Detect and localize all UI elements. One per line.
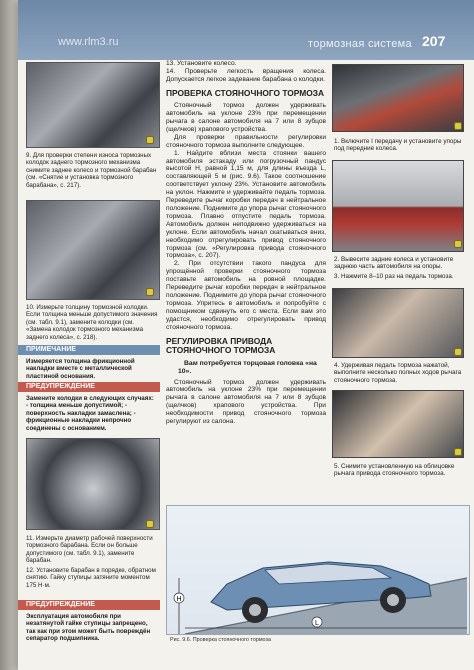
section-title: тормозная система [308, 38, 412, 50]
heading-adjust: РЕГУЛИРОВКА ПРИВОДА СТОЯНОЧНОГО ТОРМОЗА [166, 335, 276, 355]
step-badge-icon [146, 136, 154, 144]
caliper-measure-photo [26, 200, 160, 300]
paragraph: 1. Найдите вблизи места стоянки вашего автомобиля эстакаду или погрузочный пандус высотой H, равной 1,15 м, для длины въезда L, составляющей 5 м (рис. 9.6). Такое соотношение соответствует уклону 23%. Установите автомобиль на уклон. Нажмите и удерживайте педаль тормоза. Переведите рычаг коробки передач в нейтральное положение. Поднимите до упора рычаг стояночного тормоза. Плавно отпустите педаль тормоза. Автомобиль должен неподвижно удерживаться на уклоне. Если автомобиль начал скатываться вниз, необходимо отрегулировать привод стояночного тормоза (см. «Регулировка привода стояночного тормоза», с. 207). [166, 149, 326, 260]
figure-caption: Рис. 9.6. Проверка стояночного тормоза [170, 637, 271, 643]
heading-check: ПРОВЕРКА СТОЯНОЧНОГО ТОРМОЗА [166, 87, 325, 98]
step-4-text: 4. Удерживая педаль тормоза нажатой, выполните несколько полных ходов рычага стояночного тормоза. [334, 362, 462, 384]
paragraph: 13. Установите колесо. [166, 60, 237, 67]
warning-title: ПРЕДУПРЕЖДЕНИЕ [18, 600, 160, 610]
step-3-text: 3. Нажмите 8–10 раз на педаль тормоза. [334, 273, 454, 280]
caption-step-11: 11. Измерьте диаметр рабочей поверхности тормозного барабана. Если он больше допустимого (см. табл. 9.1), замените барабан. [26, 535, 153, 565]
site-url: www.rlm3.ru [58, 36, 119, 48]
slope-figure [166, 505, 470, 635]
middle-column [166, 60, 326, 510]
page-number: 207 [422, 33, 446, 49]
label-l: L [315, 620, 319, 627]
step-badge-icon [454, 348, 462, 356]
step-badge-icon [454, 122, 462, 130]
note-text: Измеряется толщина фрикционной накладки вместе с металлической пластиной основания. [26, 358, 135, 380]
paragraph: 2. При отсутствии такого пандуса для упрощённой проверки стояночного тормоза поставьте автомобиль на ровной площадке. Переведите рычаг коробки передач в нейтральное положение. Поднимите до упора рычаг стояночного тормоза. Упритесь в автомобиль и попробуйте с помощником сдвинуть его с места. Если вам это удастся, необходимо отрегулировать привод стояночного тормоза. [166, 260, 326, 331]
step-badge-icon [146, 288, 154, 296]
step-badge-icon [454, 448, 462, 456]
manual-page [18, 0, 474, 670]
step-badge-icon [146, 520, 154, 528]
wheel-chock-photo [332, 64, 464, 132]
brake-mechanism-photo [26, 62, 160, 148]
left-column [18, 60, 160, 670]
right-column [332, 60, 474, 490]
paragraph: Стояночный тормоз должен удерживать автомобиль на уклоне 23% при перемещении рычага в салоне автомобиля на 7 или 8 зубцов (щелчков) храпового устройства. При необходимости привод стояночного тормоза регулируют из салона. [166, 378, 326, 426]
paragraph: Для проверки правильности регулировки стояночного тормоза выполните следующее. [166, 133, 326, 149]
tools-needed: Вам потребуется торцовая головка «на 10». [178, 359, 317, 375]
note-title: ПРИМЕЧАНИЕ [18, 345, 160, 355]
step-1-text: 1. Включите I передачу и установите упоры под передние колеса. [334, 138, 462, 153]
warning-title: ПРЕДУПРЕЖДЕНИЕ [18, 382, 160, 392]
caption-step-10: 10. Измерьте толщину тормозной колодки. Если толщина меньше допустимого значения (см. табл. 9.1), замените колодки (см. «Замена колодок тормозного механизма заднего колеса», с. 218). [26, 304, 158, 341]
step-5-text: 5. Снимите установленную на облицовке рычага привода стояночного тормоза. [334, 463, 455, 478]
book-spine [0, 0, 18, 670]
paragraph: Стояночный тормоз должен удерживать автомобиль на уклоне 23% при перемещении рычага в салоне автомобиля на 7 или 8 зубцов (щелчков) храпового устройства. [166, 102, 326, 133]
slope-illustration [167, 506, 470, 635]
warning-text: Замените колодки в следующих случаях: - толщина меньше допустимой; - поверхность накладки замаслена; - фрикционные накладки непрочно соединены с основанием. [26, 395, 154, 432]
page-header [18, 0, 474, 60]
brake-drum-photo [26, 438, 160, 530]
warning-text: Эксплуатация автомобиля при незатянутой гайке ступицы запрещено, так как при этом может быть повреждён сепаратор подшипника. [26, 613, 151, 643]
caption-step-9: 9. Для проверки степени износа тормозных колодок заднего тормозного механизма снимите заднее колесо и тормозной барабан (см. «Снятие и установка тормозного барабана», с. 217). [26, 152, 157, 189]
step-2-text: 2. Вывесите задние колеса и установите заднюю часть автомобиля на опоры. [334, 256, 454, 271]
parking-lever-photo [332, 288, 464, 358]
step-badge-icon [454, 240, 462, 248]
label-h: H [176, 596, 182, 603]
paragraph: 14. Проверьте легкость вращения колеса. Допускается легкое задевание барабана о колодки. [166, 67, 326, 83]
jack-stand-photo [332, 160, 464, 252]
lever-cover-photo [332, 390, 464, 458]
caption-step-12: 12. Установите барабан в порядке, обратном снятию. Гайку ступицы затяните моментом 175 Н·м. [26, 567, 156, 589]
